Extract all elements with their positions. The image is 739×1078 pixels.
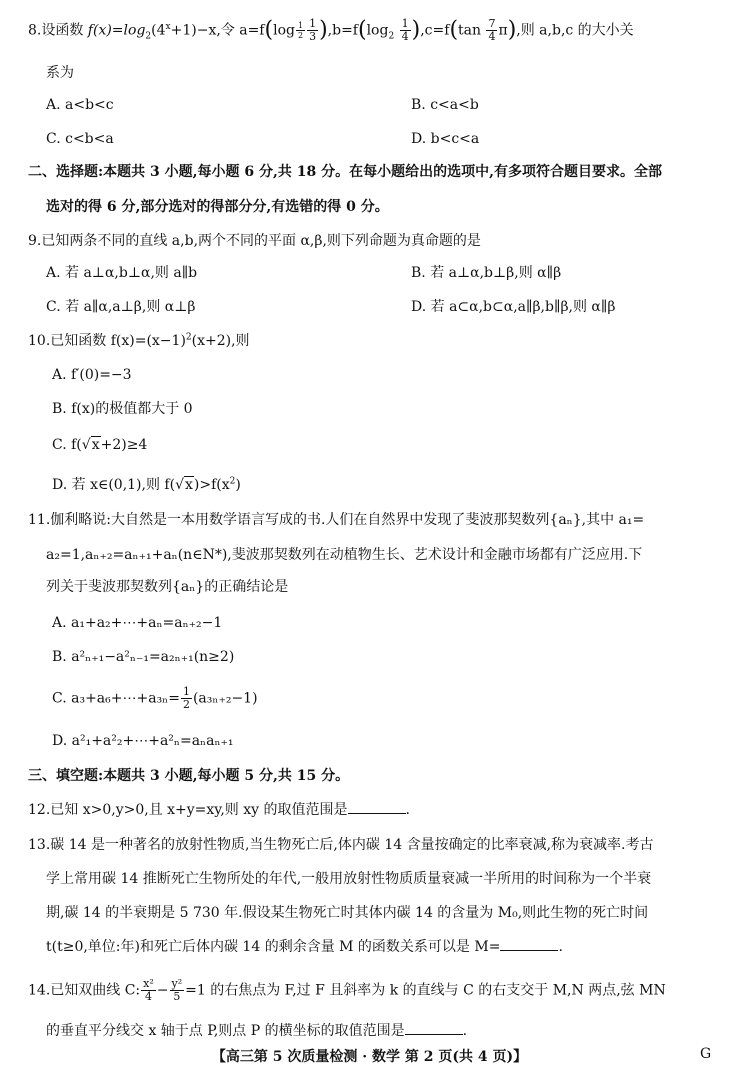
q8-paren: ) [319, 17, 328, 43]
page-footer: 【高三第 5 次质量检测 · 数学 第 2 页(共 4 页)】 [211, 1049, 528, 1065]
section-2-heading-line2: 选对的得 6 分,部分选对的得部分分,有选错的得 0 分。 [46, 199, 389, 215]
q8-option-b: B. c<a<b [411, 97, 479, 113]
q14-stem-line1: 14.已知双曲线 C: $\frac{\text{x²}}{4}$ − $\frac{\text{y²}}{5}$ =1 的右焦点为 F,过 F 且斜率为 k 的直线与 C 的右支交于 M,N 两点,弦 MN [28, 977, 666, 1003]
q8-seven-frac: $\frac{7}{4}$ [488, 17, 496, 43]
q8-tail: ,则 a,b,c 的大小关 [516, 22, 634, 39]
q11-stem-line1: 11.伽利略说:大自然是一本用数学语言写成的书.人们在自然界中发现了斐波那契数列{aₙ},其中 a₁= [28, 512, 645, 528]
q10-option-a: A. f′(0)=−3 [52, 367, 132, 383]
q9-stem: 9.已知两条不同的直线 a,b,两个不同的平面 α,β,则下列命题为真命题的是 [28, 233, 481, 249]
q8-stem [28, 18, 634, 43]
q8-paren: ) [507, 17, 517, 43]
q8-func-tail: (4 [151, 22, 166, 39]
q13-stem-line1: 13.碳 14 是一种著名的放射性物质,当生物死亡后,体内碳 14 含量按确定的比率衰减,称为衰减率.考古 [28, 837, 654, 853]
q11-option-b: B. a²ₙ₊₁−a²ₙ₋₁=a₂ₙ₊₁(n≥2) [52, 649, 235, 665]
q10-option-d: D. 若 x∈(0,1),则 $f(√x)>f(x^2)$ [52, 476, 241, 493]
q8-paren: ( [449, 17, 459, 43]
q8-paren: ) [411, 17, 421, 43]
q11-option-d: D. a²₁+a²₂+⋯+a²ₙ=aₙaₙ₊₁ [52, 733, 234, 749]
q8-func: f(x)=log [83, 22, 146, 39]
q9-option-a: A. 若 a⊥α,b⊥α,则 a∥b [46, 265, 198, 281]
q11-stem-line2: a₂=1,aₙ₊₂=aₙ₊₁+aₙ(n∈N*),斐波那契数列在动植物生长、艺术设计和金融市场都有广泛应用.下 [46, 547, 643, 563]
q13-stem-line3: 期,碳 14 的半衰期是 5 730 年.假设某生物死亡时其体内碳 14 的含量为 M₀,则此生物的死亡时间 [46, 905, 649, 921]
q8-third-frac: $\frac{1}{3}$ [309, 17, 317, 43]
q8-log-half: log [273, 22, 295, 39]
q8-number: 8.设函数 [28, 22, 84, 39]
q8-tan: tan [458, 22, 482, 39]
q9-option-b: B. 若 a⊥α,b⊥β,则 α∥β [411, 265, 562, 281]
q13-stem-line2: 学上常用碳 14 推断死亡生物所处的年代,一般用放射性物质质量衰减一半所用的时间称为一个半衰 [46, 871, 652, 887]
q8-base: 2 [145, 31, 152, 42]
q13-stem-line4: t(t≥0,单位:年)和死亡后体内碳 14 的剩余含量 M 的函数关系可以是 M= . [46, 936, 563, 958]
q12-answer-blank[interactable] [348, 799, 406, 814]
page-footer-letter: G [700, 1046, 712, 1062]
q9-option-c: C. 若 a∥α,a⊥β,则 α⊥β [46, 299, 196, 315]
section-3-heading: 三、填空题:本题共 3 小题,每小题 5 分,共 15 分。 [28, 768, 350, 784]
q8-half-frac: $\frac{1}{2}$ [297, 21, 304, 40]
q11-option-a: A. a₁+a₂+⋯+aₙ=aₙ₊₂−1 [52, 615, 223, 631]
q8-paren: ( [264, 17, 274, 43]
q8-option-a: A. a<b<c [46, 97, 114, 113]
q8-func-tail2: +1)−x,令 a=f [170, 22, 265, 39]
q8-option-c: C. c<b<a [46, 131, 114, 147]
q8-pi: π [498, 22, 508, 39]
q9-option-d: D. 若 a⊂α,b⊂α,a∥β,b∥β,则 α∥β [411, 299, 616, 315]
q8-log2: log [366, 22, 389, 39]
q8-stem-line2: 系为 [46, 65, 74, 81]
q13-answer-blank[interactable] [500, 936, 558, 951]
q8-paren: ( [357, 17, 367, 43]
q10-stem: 10.已知函数 $f(x)=(x-1)^2(x+2)$,则 [28, 332, 250, 349]
section-2-heading: 二、选择题:本题共 3 小题,每小题 6 分,共 18 分。在每小题给出的选项中,有多项符合题目要求。全部 [28, 164, 662, 180]
q8-b: ,b=f [327, 22, 358, 39]
q8-quarter-frac: $\frac{1}{4}$ [401, 17, 409, 43]
q11-stem-line3: 列关于斐波那契数列{aₙ}的正确结论是 [46, 579, 289, 595]
q8-c: ,c=f [420, 22, 450, 39]
q8-exp: x [165, 21, 171, 32]
q11-option-c: C. a₃+a₆+⋯+a₃ₙ= $\frac{1}{2}$ (a₃ₙ₊₂−1) [52, 685, 258, 711]
q14-answer-blank[interactable] [405, 1020, 463, 1035]
q10-option-c: C. f(√x+2)≥4 [52, 437, 148, 453]
q8-option-d: D. b<c<a [411, 131, 480, 147]
q12-stem: 12.已知 x>0,y>0,且 x+y=xy,则 xy 的取值范围是 . [28, 799, 410, 821]
q8-base: 2 [388, 31, 395, 42]
q10-option-b: B. f(x)的极值都大于 0 [52, 401, 193, 417]
q14-stem-line2: 的垂直平分线交 x 轴于点 P,则点 P 的横坐标的取值范围是 . [46, 1020, 467, 1042]
